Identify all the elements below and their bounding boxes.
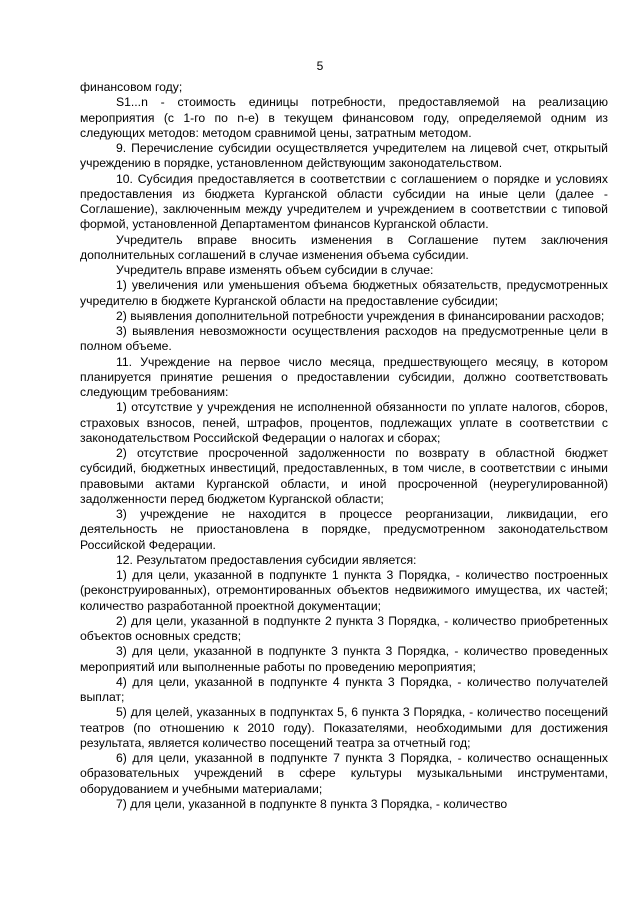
paragraph-result-7: 7) для цели, указанной в подпункте 8 пункта 3 Порядка, - количество xyxy=(116,796,508,811)
paragraph-change-volume: Учредитель вправе изменять объем субсидии в случае: xyxy=(116,263,434,277)
paragraph-requirement-1: 1) отсутствие у учреждения не исполненной обязанности по уплате налогов, сборов, страховых взносов, пеней, штрафов, процентов, подлежащих уплате в соответствии с законодательством Российской Федерации о налогах и сборах; xyxy=(80,400,608,445)
paragraph-item-10: 10. Субсидия предоставляется в соответствии с соглашением о порядке и условиях предоставления из бюджета Курганской области субсидии на иные цели (далее - Соглашение), заключенным между учредителем и учреждением в соответствии с типовой формой, установленной Департаментом финансов Курганской области. xyxy=(80,171,608,232)
paragraph-s1n-definition: S1...n - стоимость единицы потребности, предоставляемой на реализацию мероприятия (с 1-го по n-е) в текущем финансовом году, определяемой одним из следующих методов: методом сравнимой цены, затратным методом. xyxy=(80,95,608,140)
paragraph-result-4: 4) для цели, указанной в подпункте 4 пункта 3 Порядка, - количество получателей выплат; xyxy=(80,674,608,704)
document-body xyxy=(80,80,608,812)
paragraph-requirement-2: 2) отсутствие просроченной задолженности по возврату в областной бюджет субсидий, бюджетных инвестиций, предоставленных, в том числе, в соответствии с иными правовыми актами Курганской области, и иной просроченной (неурегулированной) задолженности перед бюджетом Курганской области; xyxy=(80,446,608,506)
page-number: 5 xyxy=(316,59,324,73)
paragraph-result-3: 3) для цели, указанной в подпункте 3 пункта 3 Порядка, - количество проведенных мероприятий или выполненные работы по проведению мероприятия; xyxy=(80,644,608,674)
paragraph-change-case-3: 3) выявления невозможности осуществления расходов на предусмотренные цели в полном объеме. xyxy=(80,324,608,354)
paragraph-continuation: финансовом году; xyxy=(80,80,183,94)
paragraph-item-9: 9. Перечисление субсидии осуществляется учредителем на лицевой счет, открытый учреждению в порядке, установленном действующим законодательством. xyxy=(80,141,608,171)
paragraph-item-12: 12. Результатом предоставления субсидии является: xyxy=(116,552,417,567)
paragraph-result-5: 5) для целей, указанных в подпунктах 5, 6 пункта 3 Порядка, - количество посещений театров (по отношению к 2010 году). Показателями, необходимыми для достижения результата, является количество посещений театра за отчетный год; xyxy=(80,705,608,750)
paragraph-result-2: 2) для цели, указанной в подпункте 2 пункта 3 Порядка, - количество приобретенных объектов основных средств; xyxy=(80,613,608,643)
paragraph-result-1: 1) для цели, указанной в подпункте 1 пункта 3 Порядка, - количество построенных (реконструированных), отремонтированных объектов недвижимого имущества, их частей; количество разработанной проектной документации; xyxy=(80,568,608,613)
paragraph-change-case-1: 1) увеличения или уменьшения объема бюджетных обязательств, предусмотренных учредителю в бюджете Курганской области на предоставление субсидии; xyxy=(80,278,608,308)
paragraph-item-11: 11. Учреждение на первое число месяца, предшествующего месяцу, в котором планируется принятие решения о предоставлении субсидии, должно соответствовать следующим требованиям: xyxy=(80,354,608,399)
paragraph-result-6: 6) для цели, указанной в подпункте 7 пункта 3 Порядка, - количество оснащенных образовательных учреждений в сфере культуры музыкальными инструментами, оборудованием и учебными материалами; xyxy=(80,751,608,796)
paragraph-requirement-3: 3) учреждение не находится в процессе реорганизации, ликвидации, его деятельность не приостановлена в порядке, предусмотренном законодательством Российской Федерации. xyxy=(80,507,608,552)
paragraph-change-case-2: 2) выявления дополнительной потребности учреждения в финансировании расходов; xyxy=(116,308,605,323)
paragraph-amend-agreement: Учредитель вправе вносить изменения в Соглашение путем заключения дополнительных соглашений в случае изменения объема субсидии. xyxy=(80,232,608,262)
